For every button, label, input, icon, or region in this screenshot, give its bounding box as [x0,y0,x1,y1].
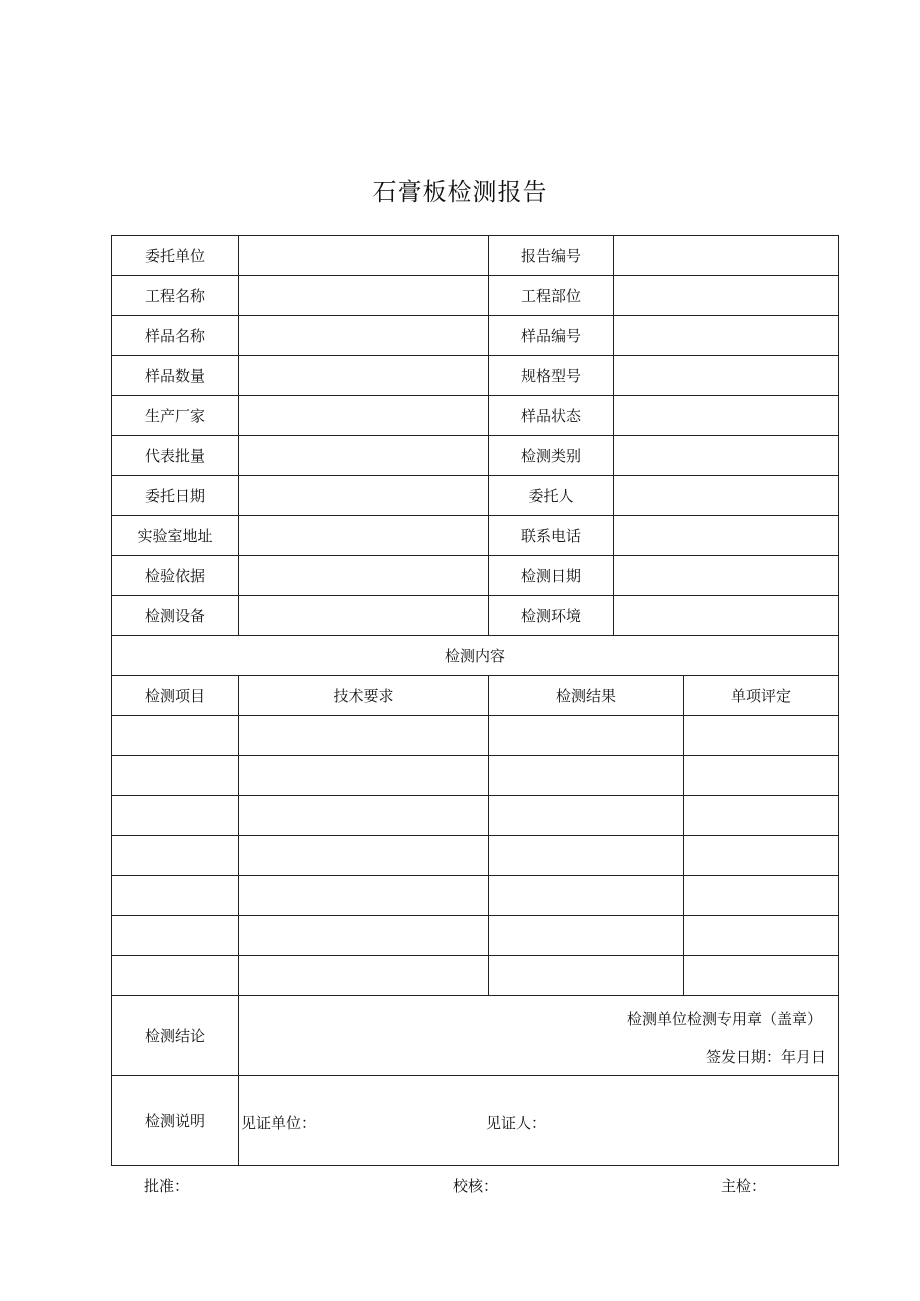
info-value-field[interactable] [239,476,489,516]
explanation-row [112,1076,839,1166]
info-value-field[interactable] [239,516,489,556]
info-value-field[interactable] [239,356,489,396]
table-row [112,716,839,756]
info-label: 检测设备 [112,596,239,636]
info-label: 检测类别 [489,436,614,476]
table-cell[interactable] [112,836,239,876]
table-cell[interactable] [239,796,489,836]
table-cell[interactable] [239,836,489,876]
info-value-field[interactable] [614,236,839,276]
info-label: 生产厂家 [112,396,239,436]
table-cell[interactable] [239,916,489,956]
inspector-signature-label: 主检： [721,1177,767,1195]
info-row [112,276,839,316]
info-value-field[interactable] [614,476,839,516]
table-cell[interactable] [239,716,489,756]
info-value-field[interactable] [239,436,489,476]
info-value-field[interactable] [614,556,839,596]
info-row [112,476,839,516]
info-label: 委托单位 [112,236,239,276]
info-value-field[interactable] [614,436,839,476]
table-row [112,876,839,916]
info-label: 联系电话 [489,516,614,556]
table-cell[interactable] [684,916,839,956]
table-row [112,796,839,836]
column-header: 单项评定 [684,676,839,716]
info-label: 委托日期 [112,476,239,516]
table-row [112,756,839,796]
table-row [112,836,839,876]
table-cell[interactable] [489,836,684,876]
info-value-field[interactable] [239,316,489,356]
conclusion-row [112,996,839,1076]
info-label: 工程名称 [112,276,239,316]
info-label: 检验依据 [112,556,239,596]
column-header: 检测项目 [112,676,239,716]
info-value-field[interactable] [614,596,839,636]
info-label: 样品状态 [489,396,614,436]
table-cell[interactable] [112,716,239,756]
info-value-field[interactable] [614,356,839,396]
table-cell[interactable] [112,796,239,836]
column-header: 技术要求 [239,676,489,716]
table-cell[interactable] [489,716,684,756]
info-row [112,396,839,436]
table-cell[interactable] [239,756,489,796]
info-label: 检测日期 [489,556,614,596]
explanation-field[interactable] [239,1076,839,1166]
info-label: 报告编号 [489,236,614,276]
info-value-field[interactable] [239,236,489,276]
table-cell[interactable] [112,916,239,956]
report-table [111,235,839,1166]
content-heading: 检测内容 [112,636,839,676]
info-value-field[interactable] [239,396,489,436]
table-cell[interactable] [112,756,239,796]
info-row [112,556,839,596]
conclusion-field[interactable] [239,996,839,1076]
info-row [112,516,839,556]
review-signature-label: 校核： [453,1177,499,1195]
info-row [112,436,839,476]
table-row [112,956,839,996]
witness-person-label: 见证人： [486,1114,547,1132]
info-label: 检测环境 [489,596,614,636]
info-label: 样品编号 [489,316,614,356]
conclusion-label: 检测结论 [112,996,239,1076]
table-cell[interactable] [684,716,839,756]
table-cell[interactable] [684,876,839,916]
info-value-field[interactable] [614,396,839,436]
info-row [112,596,839,636]
table-cell[interactable] [684,956,839,996]
table-cell[interactable] [489,956,684,996]
info-label: 工程部位 [489,276,614,316]
approve-signature-label: 批准： [144,1177,190,1195]
table-cell[interactable] [489,756,684,796]
info-row [112,236,839,276]
table-cell[interactable] [489,916,684,956]
table-cell[interactable] [112,876,239,916]
info-label: 代表批量 [112,436,239,476]
info-value-field[interactable] [239,556,489,596]
info-label: 实验室地址 [112,516,239,556]
table-cell[interactable] [239,956,489,996]
info-value-field[interactable] [614,276,839,316]
table-cell[interactable] [239,876,489,916]
table-cell[interactable] [489,876,684,916]
info-row [112,356,839,396]
info-label: 样品数量 [112,356,239,396]
table-cell[interactable] [684,836,839,876]
page-title: 石膏板检测报告 [372,178,548,206]
table-cell[interactable] [112,956,239,996]
witness-unit-label: 见证单位： [241,1114,317,1132]
info-value-field[interactable] [239,276,489,316]
table-row [112,916,839,956]
table-cell[interactable] [684,796,839,836]
table-cell[interactable] [684,756,839,796]
info-label: 样品名称 [112,316,239,356]
info-value-field[interactable] [614,516,839,556]
content-heading-row [112,636,839,676]
seal-note: 检测单位检测专用章（盖章） [626,1010,822,1028]
info-label: 规格型号 [489,356,614,396]
info-value-field[interactable] [614,316,839,356]
column-header: 检测结果 [489,676,684,716]
column-header-row [112,676,839,716]
info-value-field[interactable] [239,596,489,636]
explanation-label: 检测说明 [112,1076,239,1166]
issue-date: 签发日期：年月日 [705,1048,826,1066]
table-cell[interactable] [489,796,684,836]
info-label: 委托人 [489,476,614,516]
info-row [112,316,839,356]
